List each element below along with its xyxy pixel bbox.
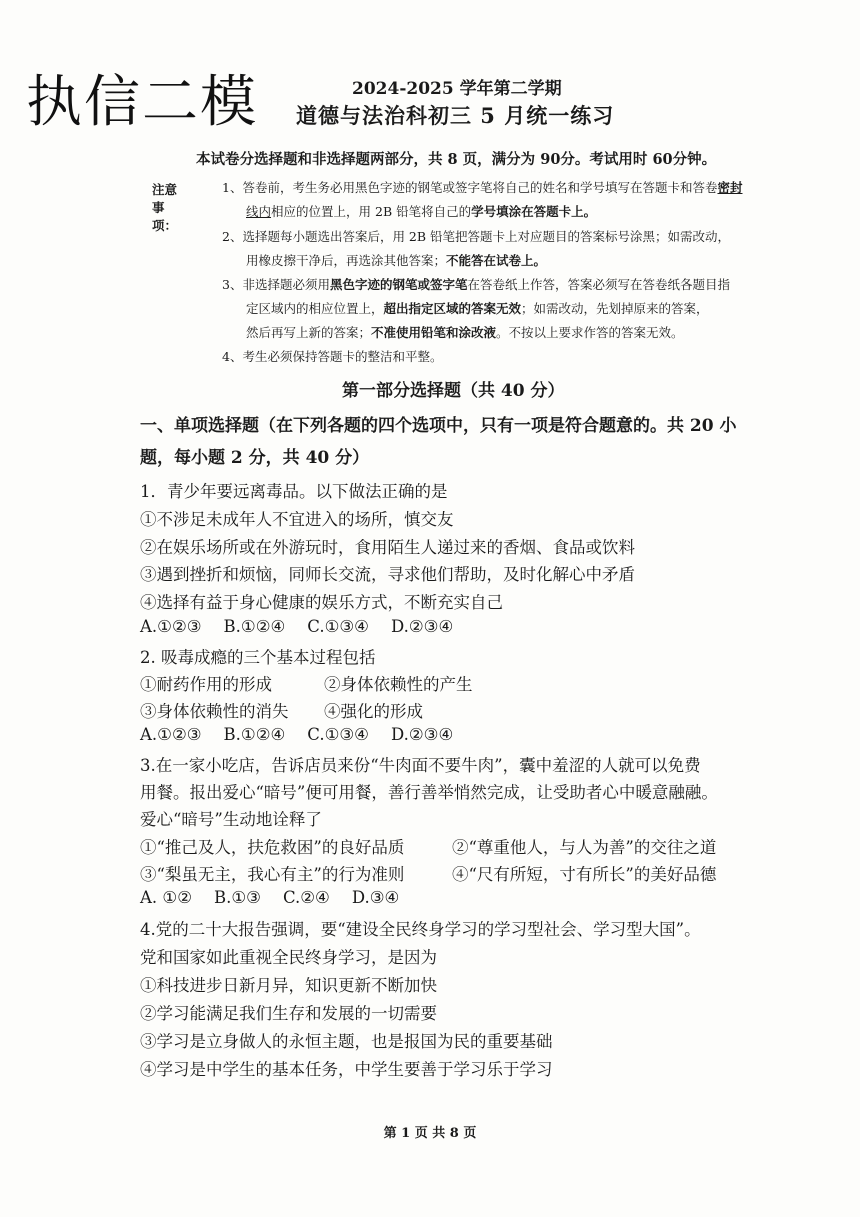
note-1-line-2: 线内相应的位置上，用 2B 铅笔将自己的学号填涂在答题卡上。: [246, 204, 597, 219]
question-4-line-1: 4.党的二十大报告强调，要“建设全民终身学习的学习型社会、学习型大国”。: [140, 920, 701, 939]
question-1-stem: 1．青少年要远离毒品。以下做法正确的是: [140, 482, 448, 501]
question-3-line-1: 3.在一家小吃店，告诉店员来份“牛肉面不要牛肉”，囊中羞涩的人就可以免费: [140, 756, 701, 775]
exam-summary: 本试卷分选择题和非选择题两部分，共 8 页，满分为 90分。考试用时 60分钟。: [196, 151, 717, 168]
academic-year: 2024-2025 学年第二学期: [352, 79, 562, 99]
choice-b: B.①②④: [223, 725, 286, 744]
note-4: 4、考生必须保持答题卡的整洁和平整。: [222, 349, 443, 364]
question-2-items-row-2: [140, 698, 423, 722]
note-3-line-3: 然后再写上新的答案；不准使用铅笔和涂改液。不按以上要求作答的答案无效。: [246, 325, 684, 340]
section-1-heading: 一、单项选择题（在下列各题的四个选项中，只有一项是符合题意的。共 20 小题，每小题 2 分，共 40 分）: [140, 416, 737, 468]
note-2-line-2: 用橡皮擦干净后，再选涂其他答案；不能答在试卷上。: [246, 253, 547, 268]
question-3-items-row-1: [140, 834, 716, 858]
question-2-items-row-1: [140, 671, 473, 695]
choice-a: A.①②③: [140, 617, 202, 636]
question-3-item-2: ②“尊重他人，与人为善”的交往之道: [452, 838, 717, 857]
question-4-item-4: ④学习是中学生的基本任务，中学生要善于学习乐于学习: [140, 1060, 553, 1079]
question-3-item-1: ①“推己及人，扶危救困”的良好品质: [140, 838, 405, 857]
question-2-choices: [140, 725, 475, 744]
note-3-line-2: 定区域内的相应位置上，超出指定区域的答案无效；如需改动，先划掉原来的答案，: [246, 301, 709, 316]
question-4-line-2: 党和国家如此重视全民终身学习，是因为: [140, 948, 437, 967]
question-2-item-2: ②身体依赖性的产生: [324, 675, 473, 694]
exam-title: 道德与法治科初三 5 月统一练习: [296, 103, 615, 128]
choice-b: B.①②④: [223, 617, 286, 636]
note-2-line-1: 2、选择题每小题选出答案后，用 2B 铅笔把答题卡上对应题目的答案标号涂黑；如需改动，: [222, 229, 731, 244]
question-4-item-1: ①科技进步日新月异，知识更新不断加快: [140, 976, 437, 995]
question-3-line-2: 用餐。报出爱心“暗号”便可用餐，善行善举悄然完成，让受助者心中暖意融融。: [140, 783, 718, 802]
choice-c: C.①③④: [307, 617, 369, 636]
question-1-item-2: ②在娱乐场所或在外游玩时，食用陌生人递过来的香烟、食品或饮料: [140, 538, 635, 557]
choice-c: C.①③④: [307, 725, 369, 744]
question-1-item-4: ④选择有益于身心健康的娱乐方式，不断充实自己: [140, 593, 503, 612]
question-3-choices: [140, 888, 421, 907]
notes-label: 注意事项：: [152, 182, 178, 233]
note-1-line-1: 1、答卷前，考生务必用黑色字迹的钢笔或签字笔将自己的姓名和学号填写在答题卡和答卷密封: [222, 180, 743, 195]
part-1-title: 第一部分选择题（共 40 分）: [342, 381, 565, 401]
question-3-items-row-2: [140, 861, 716, 885]
question-2-item-3: ③身体依赖性的消失: [140, 702, 289, 721]
question-4-item-2: ②学习能满足我们生存和发展的一切需要: [140, 1004, 437, 1023]
question-2-stem: 2. 吸毒成瘾的三个基本过程包括: [140, 648, 376, 667]
question-1-item-3: ③遇到挫折和烦恼，同师长交流，寻求他们帮助，及时化解心中矛盾: [140, 565, 635, 584]
question-3-item-3: ③“梨虽无主，我心有主”的行为准则: [140, 865, 405, 884]
question-1-item-1: ①不涉足未成年人不宜进入的场所，慎交友: [140, 510, 454, 529]
question-3-item-4: ④“尺有所短，寸有所长”的美好品德: [452, 865, 717, 884]
question-2-item-1: ①耐药作用的形成: [140, 675, 272, 694]
question-4-item-3: ③学习是立身做人的永恒主题，也是报国为民的重要基础: [140, 1032, 553, 1051]
question-2-item-4: ④强化的形成: [324, 702, 423, 721]
choice-b: B.①③: [214, 888, 261, 907]
choice-c: C.②④: [282, 888, 330, 907]
question-3-line-3: 爱心“暗号”生动地诠释了: [140, 810, 322, 829]
page-number: 第 1 页 共 8 页: [383, 1126, 477, 1141]
question-1-choices: [140, 617, 475, 636]
choice-d: D.③④: [351, 888, 400, 907]
choice-d: D.②③④: [390, 617, 454, 636]
note-3-line-1: 3、非选择题必须用黑色字迹的钢笔或签字笔在答卷纸上作答，答案必须写在答卷纸各题目指: [222, 277, 730, 292]
exam-stamp: 执信二模: [26, 70, 258, 135]
choice-d: D.②③④: [390, 725, 454, 744]
choice-a: A. ①②: [140, 888, 192, 907]
choice-a: A.①②③: [140, 725, 202, 744]
